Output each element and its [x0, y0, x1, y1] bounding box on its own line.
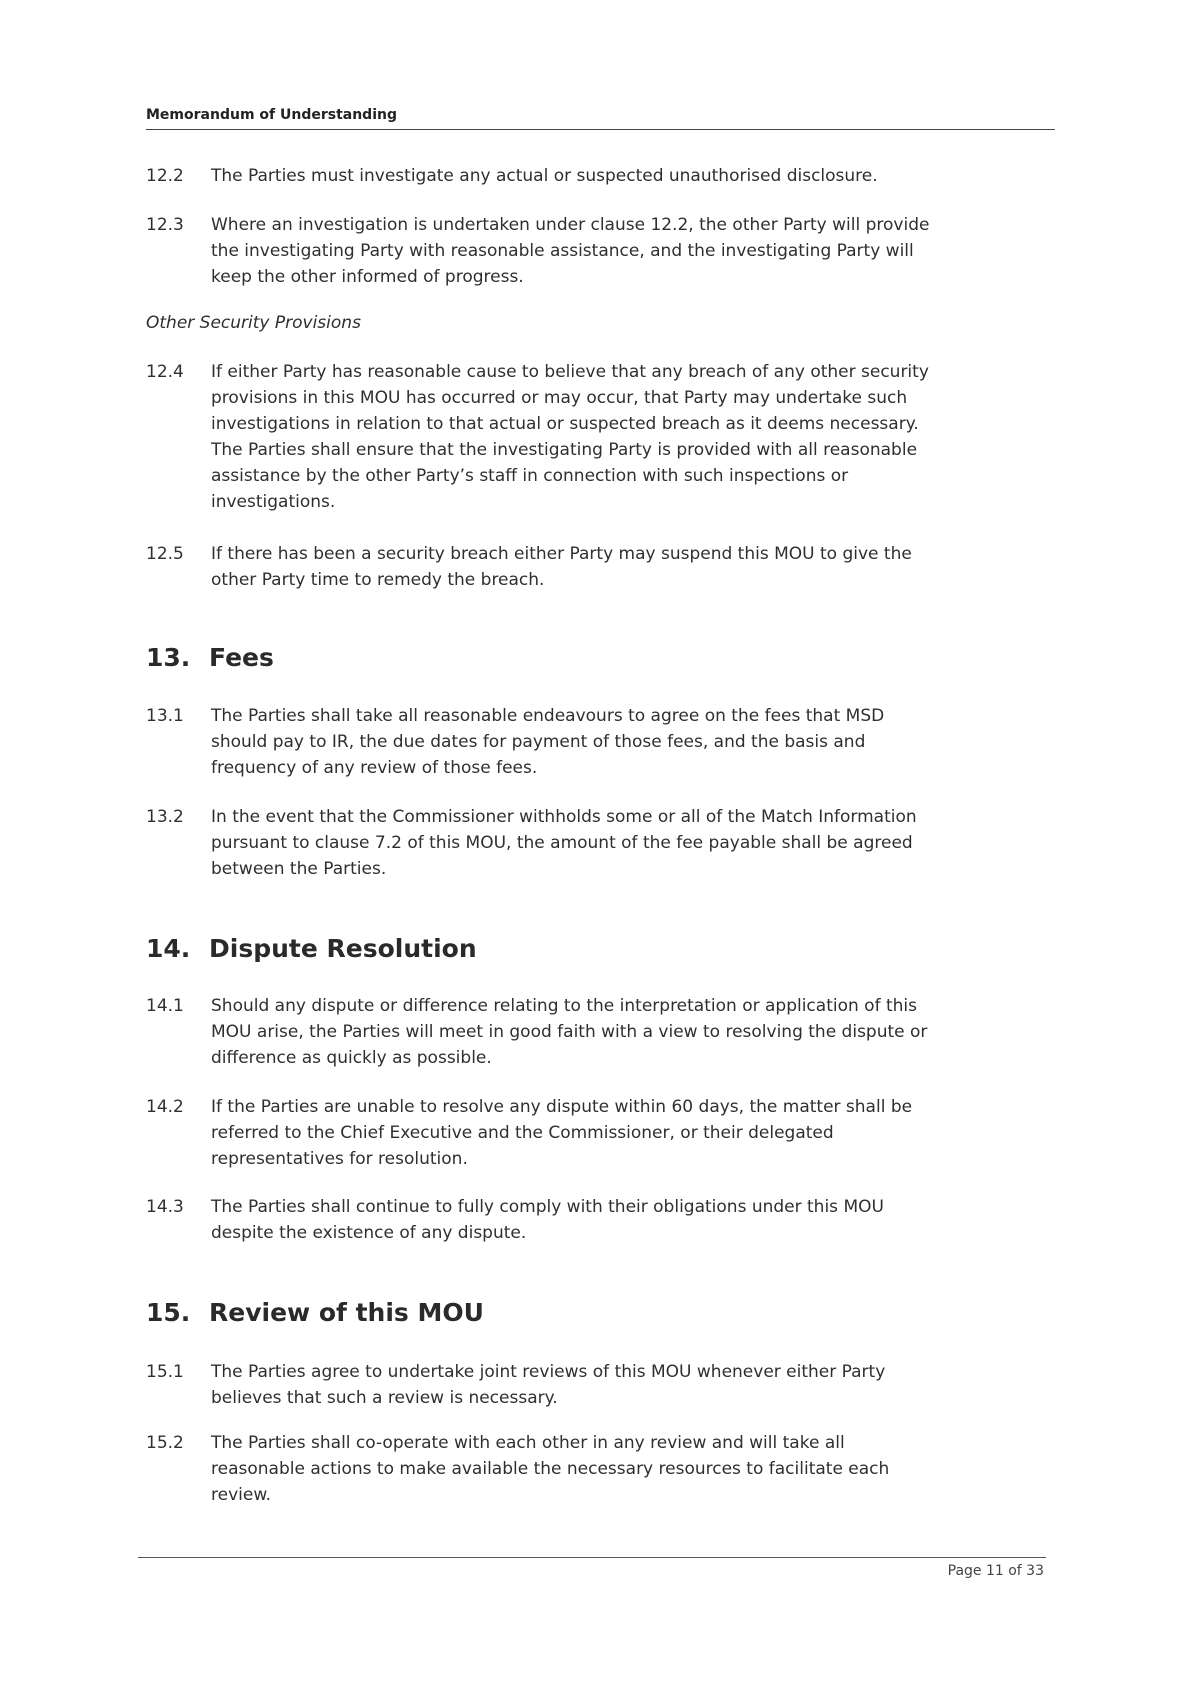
clause-text	[211, 1194, 1046, 1246]
clause-text	[211, 993, 1046, 1071]
text-line: provisions in this MOU has occurred or may occur, that Party may undertake such	[211, 388, 908, 408]
text-line: Should any dispute or difference relating to the interpretation or application of this	[211, 996, 917, 1016]
text-line: The Parties shall co-operate with each other in any review and will take all	[211, 1433, 845, 1453]
section-number: 14.	[146, 934, 191, 963]
running-header: Memorandum of Understanding	[146, 107, 397, 123]
text-line: other Party time to remedy the breach.	[211, 570, 545, 590]
clause-12-3	[146, 212, 1046, 290]
header-rule	[146, 129, 1055, 130]
text-line: investigations.	[211, 492, 336, 512]
clause-text	[211, 804, 1046, 882]
text-line: MOU arise, the Parties will meet in good faith with a view to resolving the dispute or	[211, 1022, 928, 1042]
clause-text	[211, 1430, 1046, 1508]
text-line: If either Party has reasonable cause to believe that any breach of any other security	[211, 362, 929, 382]
clause-number: 15.1	[146, 1362, 184, 1382]
text-line: should pay to IR, the due dates for payment of those fees, and the basis and	[211, 732, 866, 752]
text-line: despite the existence of any dispute.	[211, 1223, 527, 1243]
clause-14-2	[146, 1094, 1046, 1172]
clause-text	[211, 703, 1046, 781]
section-title: Review of this MOU	[209, 1298, 484, 1327]
clause-text	[211, 541, 1046, 593]
text-line: representatives for resolution.	[211, 1149, 468, 1169]
clause-number: 12.5	[146, 544, 184, 564]
text-line: The Parties shall ensure that the investigating Party is provided with all reasonable	[211, 440, 918, 460]
clause-13-1	[146, 703, 1046, 781]
clause-text	[211, 1359, 1046, 1411]
clause-number: 14.2	[146, 1097, 184, 1117]
text-line: reasonable actions to make available the necessary resources to facilitate each	[211, 1459, 890, 1479]
clause-15-2	[146, 1430, 1046, 1508]
text-line: keep the other informed of progress.	[211, 267, 524, 287]
clause-text	[211, 212, 1046, 290]
clause-text	[211, 359, 1046, 515]
text-line: In the event that the Commissioner withholds some or all of the Match Information	[211, 807, 917, 827]
section-title: Dispute Resolution	[209, 934, 477, 963]
text-line: If the Parties are unable to resolve any dispute within 60 days, the matter shall be	[211, 1097, 913, 1117]
section-heading	[146, 1297, 484, 1329]
clause-14-1	[146, 993, 1046, 1071]
clause-number: 12.2	[146, 166, 184, 186]
section-number: 15.	[146, 1298, 191, 1327]
text-line: the investigating Party with reasonable assistance, and the investigating Party will	[211, 241, 914, 261]
footer-rule	[138, 1557, 1046, 1558]
page-number: Page 11 of 33	[947, 1563, 1044, 1579]
clause-text	[211, 163, 1046, 189]
text-line: pursuant to clause 7.2 of this MOU, the amount of the fee payable shall be agreed	[211, 833, 913, 853]
text-line: referred to the Chief Executive and the Commissioner, or their delegated	[211, 1123, 834, 1143]
text-line: The Parties agree to undertake joint reviews of this MOU whenever either Party	[211, 1362, 886, 1382]
clause-12-5	[146, 541, 1046, 593]
clause-14-3	[146, 1194, 1046, 1246]
text-line: believes that such a review is necessary.	[211, 1388, 558, 1408]
clause-text	[211, 1094, 1046, 1172]
clause-15-1	[146, 1359, 1046, 1411]
text-line: If there has been a security breach either Party may suspend this MOU to give the	[211, 544, 912, 564]
text-line: frequency of any review of those fees.	[211, 758, 538, 778]
clause-number: 14.1	[146, 996, 184, 1016]
section-heading	[146, 933, 477, 965]
clause-12-2	[146, 163, 1046, 189]
section-title: Fees	[209, 643, 274, 672]
subheading: Other Security Provisions	[146, 313, 361, 333]
text-line: The Parties shall continue to fully comply with their obligations under this MOU	[211, 1197, 884, 1217]
text-line: between the Parties.	[211, 859, 387, 879]
clause-number: 13.2	[146, 807, 184, 827]
text-line: difference as quickly as possible.	[211, 1048, 492, 1068]
clause-number: 12.3	[146, 215, 184, 235]
text-line: review.	[211, 1485, 272, 1505]
clause-12-4	[146, 359, 1046, 515]
clause-number: 12.4	[146, 362, 184, 382]
section-number: 13.	[146, 643, 191, 672]
section-heading	[146, 642, 274, 674]
clause-number: 15.2	[146, 1433, 184, 1453]
text-line: The Parties shall take all reasonable endeavours to agree on the fees that MSD	[211, 706, 885, 726]
clause-number: 14.3	[146, 1197, 184, 1217]
clause-13-2	[146, 804, 1046, 882]
text-line: assistance by the other Party’s staff in connection with such inspections or	[211, 466, 849, 486]
text-line: The Parties must investigate any actual or suspected unauthorised disclosure.	[211, 166, 878, 186]
clause-number: 13.1	[146, 706, 184, 726]
text-line: Where an investigation is undertaken under clause 12.2, the other Party will provide	[211, 215, 930, 235]
text-line: investigations in relation to that actual or suspected breach as it deems necessary.	[211, 414, 919, 434]
